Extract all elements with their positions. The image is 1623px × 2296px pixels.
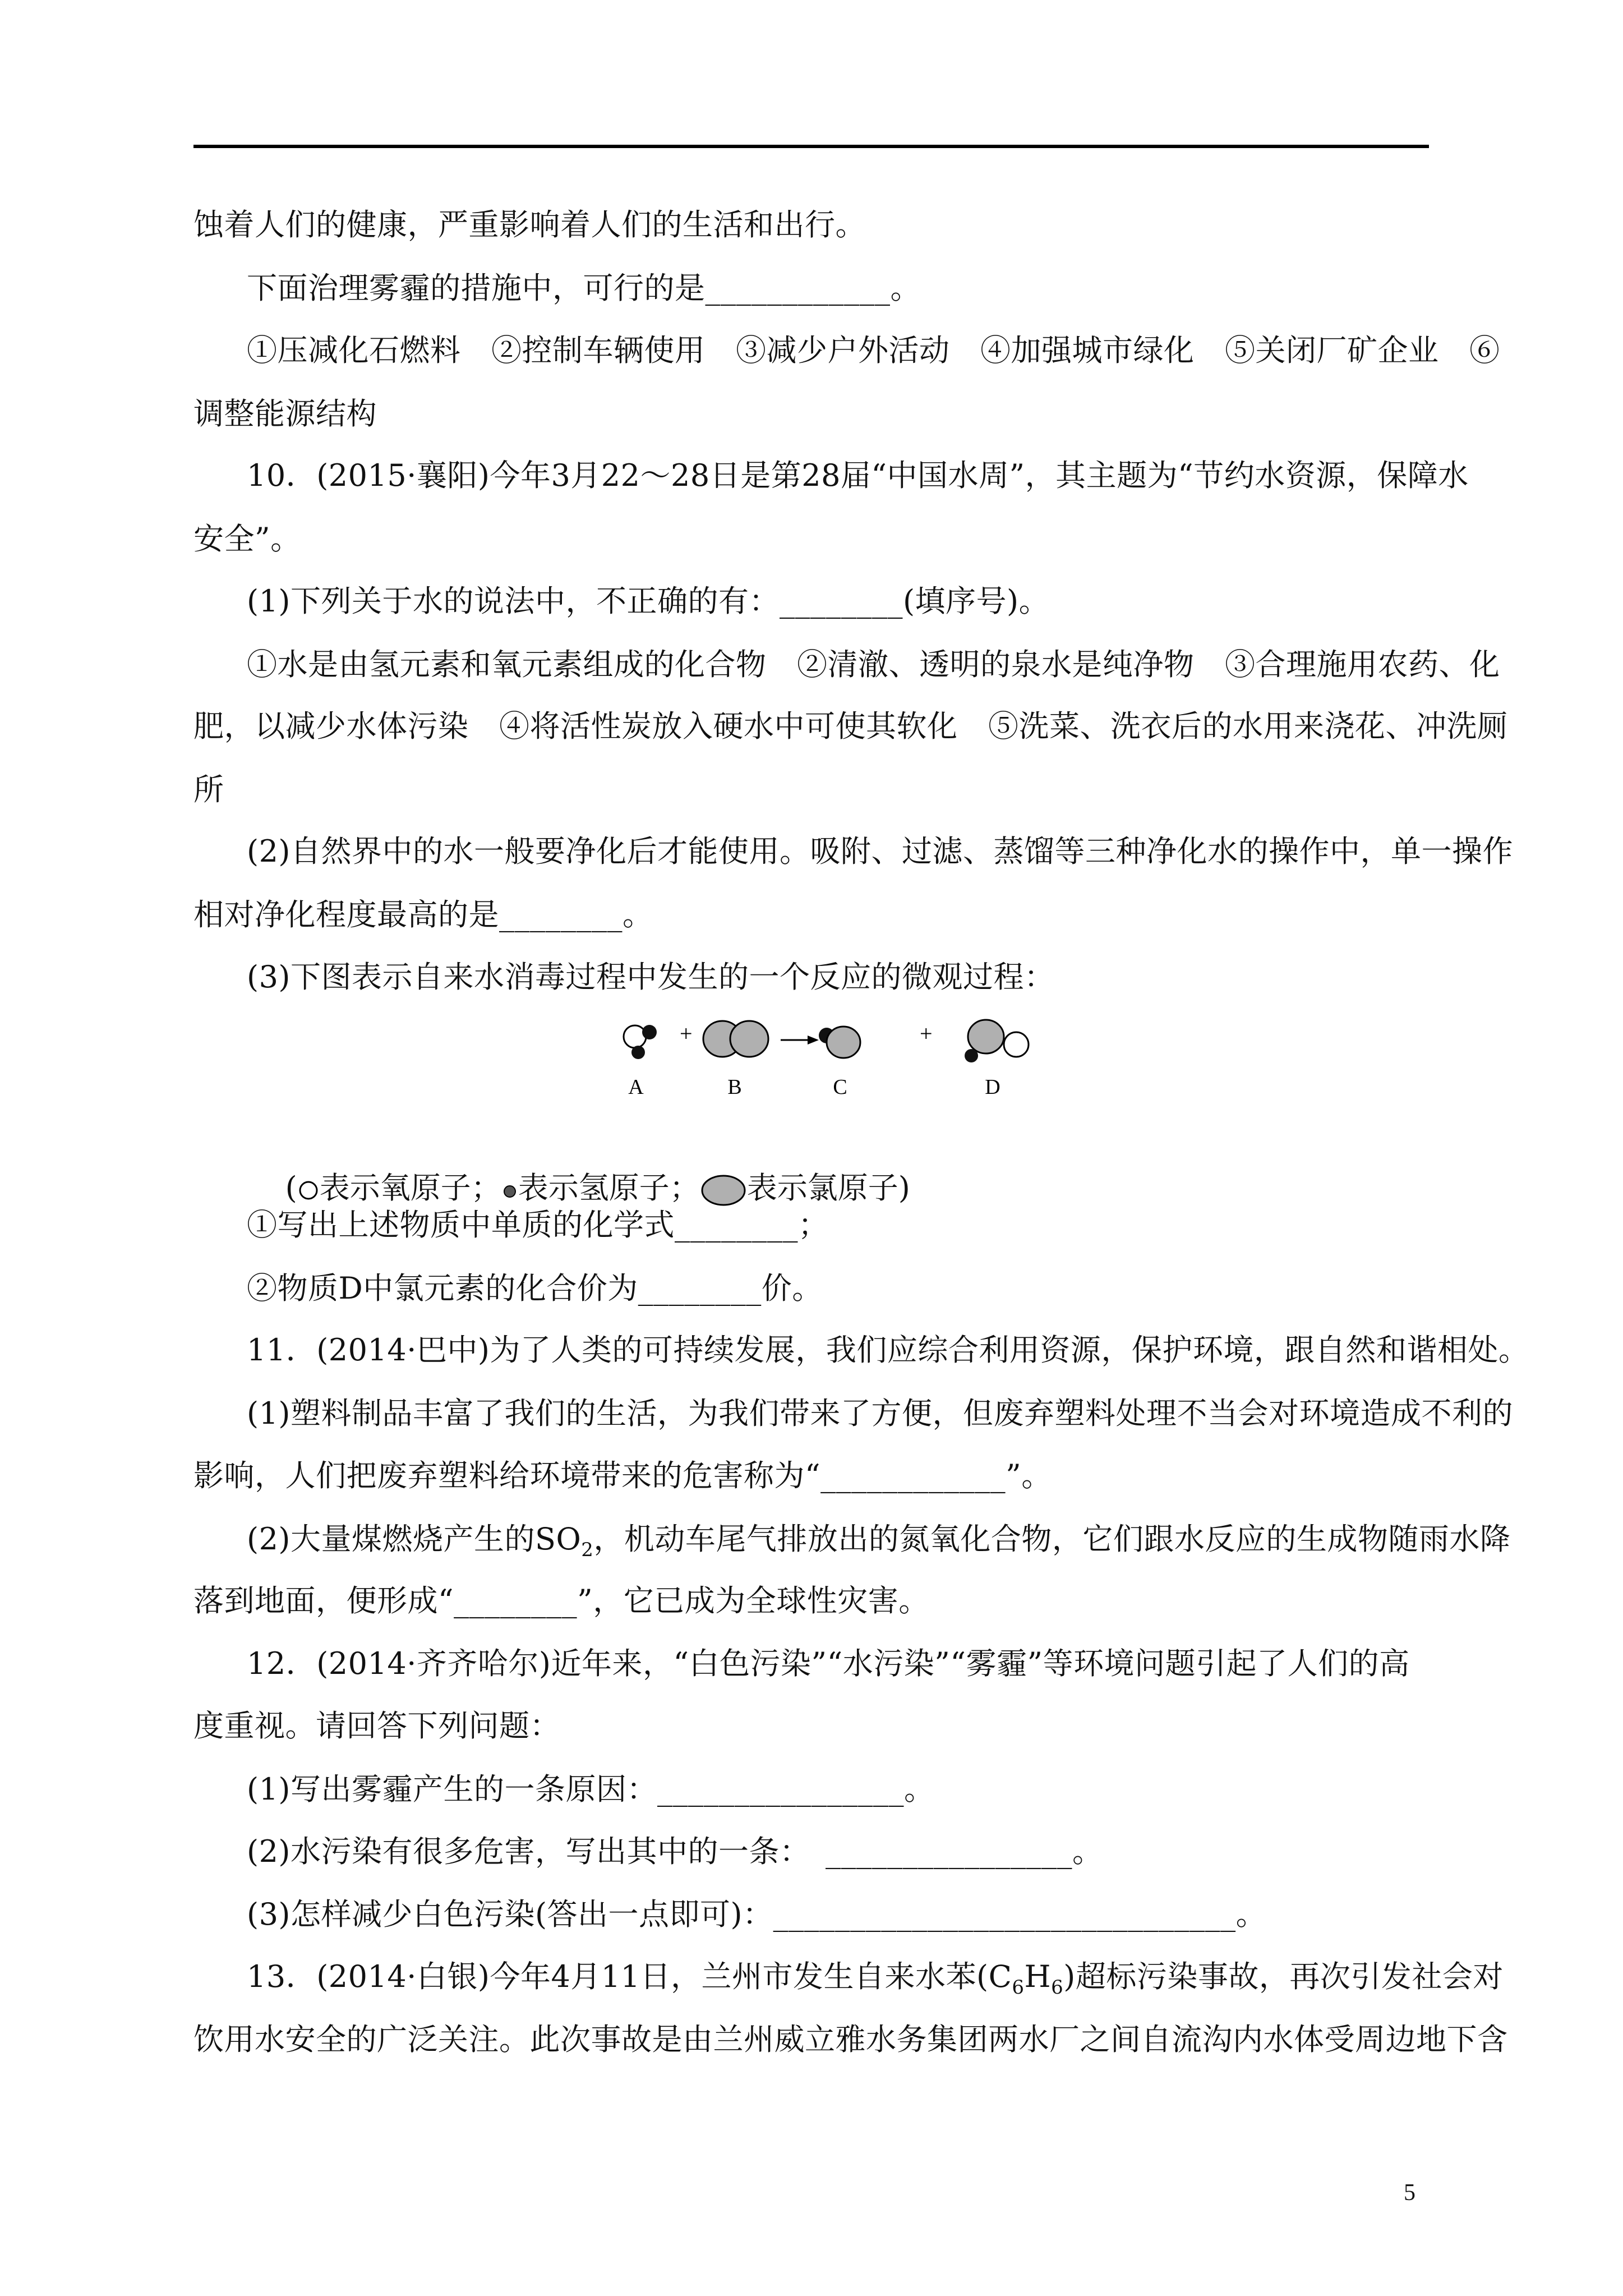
page-number: 5 xyxy=(1404,2180,1415,2206)
text-line: 所 xyxy=(193,772,224,807)
legend-hydrogen: 表示氢原子； xyxy=(518,1170,700,1205)
question-11: 11．(2014·巴中)为了人类的可持续发展，我们应综合利用资源，保护环境，跟自然和谐相处。 xyxy=(247,1332,1529,1368)
text-line: (1)写出雾霾产生的一条原因：________________。 xyxy=(247,1772,935,1807)
text-line: (3)下图表示自来水消毒过程中发生的一个反应的微观过程： xyxy=(247,959,1055,995)
legend-chlorine: 表示氯原子) xyxy=(746,1170,910,1205)
molecule-a xyxy=(624,1025,657,1059)
q13-post: )超标污染事故，再次引发社会对 xyxy=(1063,1959,1504,1994)
reaction-arrow xyxy=(781,1036,819,1045)
text-line: 下面治理雾霾的措施中，可行的是____________。 xyxy=(247,270,921,306)
so2-pre: (2)大量煤燃烧产生的SO xyxy=(247,1521,582,1557)
molecule-c xyxy=(819,1027,860,1058)
so2-sub: 2 xyxy=(581,1538,594,1561)
q13-sub1: 6 xyxy=(1012,1976,1025,1999)
question-10: 10．(2015·襄阳)今年3月22～28日是第28届“中国水周”，其主题为“节约水资源，保障水 xyxy=(247,458,1469,493)
text-line: (1)塑料制品丰富了我们的生活，为我们带来了方便，但废弃塑料处理不当会对环境造成不利的 xyxy=(247,1396,1513,1431)
plus-sign: + xyxy=(920,1021,933,1046)
chlorine-atom-icon xyxy=(700,1174,747,1207)
legend-open: ( xyxy=(285,1170,297,1205)
text-line: 调整能源结构 xyxy=(193,396,377,431)
molecule-b xyxy=(703,1021,768,1057)
label-d: D xyxy=(985,1075,1000,1099)
text-line: 落到地面，便形成“________”，它已成为全球性灾害。 xyxy=(193,1583,929,1618)
text-line: 蚀着人们的健康，严重影响着人们的生活和出行。 xyxy=(193,207,866,242)
molecule-d xyxy=(965,1020,1029,1062)
text-line: 饮用水安全的广泛关注。此次事故是由兰州威立雅水务集团两水厂之间自流沟内水体受周边地下含 xyxy=(193,2022,1508,2057)
text-line: (3)怎样减少白色污染(答出一点即可)：______________________________。 xyxy=(247,1897,1267,1932)
q13-pre: 13．(2014·白银)今年4月11日，兰州市发生自来水苯(C xyxy=(247,1959,1012,1994)
text-line: 度重视。请回答下列问题： xyxy=(193,1708,560,1743)
hydrogen-atom-icon xyxy=(501,1179,518,1202)
text-line: (2)自然界中的水一般要净化后才能使用。吸附、过滤、蒸馏等三种净化水的操作中，单一操作 xyxy=(247,834,1513,869)
header-rule xyxy=(193,145,1429,148)
so2-post: ，机动车尾气排放出的氮氧化合物，它们跟水反应的生成物随雨水降 xyxy=(593,1521,1511,1557)
text-line-so2 xyxy=(247,1519,1510,1570)
text-line: 肥，以减少水体污染 ④将活性炭放入硬水中可使其软化 ⑤洗菜、洗衣后的水用来浇花、冲洗厕 xyxy=(193,708,1508,744)
reaction-diagram xyxy=(617,1010,1066,1111)
text-line: 相对净化程度最高的是________。 xyxy=(193,897,653,932)
text-line: ①水是由氢元素和氧元素组成的化合物 ②清澈、透明的泉水是纯净物 ③合理施用农药、化 xyxy=(247,647,1500,682)
q13-mid: H xyxy=(1024,1959,1052,1994)
text-line: 影响，人们把废弃塑料给环境带来的危害称为“____________”。 xyxy=(193,1458,1052,1493)
text-line: ①写出上述物质中单质的化学式________； xyxy=(247,1207,829,1243)
label-a: A xyxy=(628,1075,644,1099)
text-line: 安全”。 xyxy=(193,521,301,556)
legend-oxygen: 表示氧原子； xyxy=(319,1170,501,1205)
question-12: 12．(2014·齐齐哈尔)近年来，“白色污染”“水污染”“雾霾”等环境问题引起了人们的高 xyxy=(247,1646,1410,1681)
question-13 xyxy=(247,1957,1504,2008)
text-line: ①压减化石燃料 ②控制车辆使用 ③减少户外活动 ④加强城市绿化 ⑤关闭厂矿企业 ⑥ xyxy=(247,333,1500,368)
text-line: (1)下列关于水的说法中，不正确的有：________(填序号)。 xyxy=(247,583,1050,619)
text-line: (2)水污染有很多危害，写出其中的一条： ________________。 xyxy=(247,1834,1103,1869)
label-b: B xyxy=(727,1075,742,1099)
oxygen-atom-icon xyxy=(297,1179,320,1202)
text-line: ②物质D中氯元素的化合价为________价。 xyxy=(247,1271,823,1306)
plus-sign: + xyxy=(680,1021,693,1046)
q13-sub2: 6 xyxy=(1051,1976,1064,1999)
label-c: C xyxy=(833,1075,847,1099)
